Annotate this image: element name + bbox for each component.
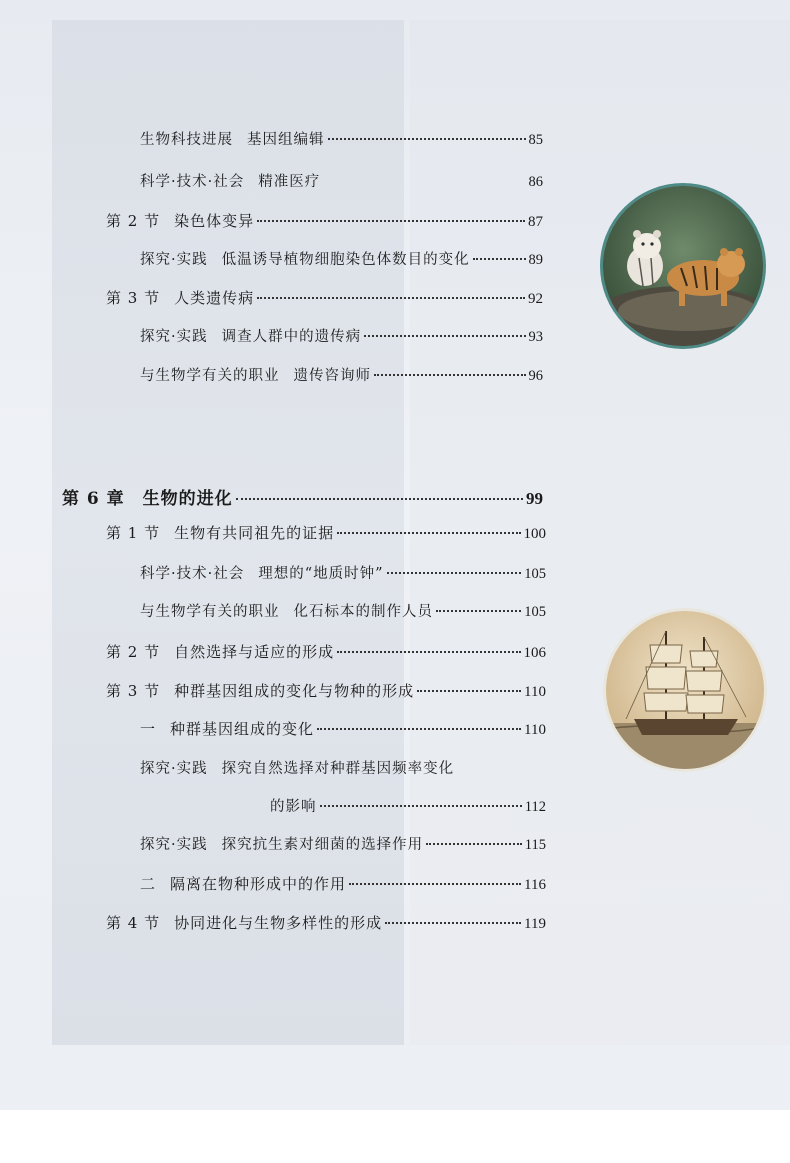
toc-entry-section[interactable]: 第 2 节 自然选择与适应的形成 106 (106, 643, 546, 661)
page-number: 110 (524, 722, 546, 738)
toc-entry[interactable]: 探究·实践 调查人群中的遗传病 93 (140, 329, 543, 345)
page-number: 112 (524, 799, 546, 815)
toc-entry[interactable]: 探究·实践 探究抗生素对细菌的选择作用 115 (140, 837, 546, 853)
toc-entry[interactable]: 探究·实践 探究自然选择对种群基因频率变化 (140, 761, 455, 777)
toc-entry-section[interactable]: 第 3 节 种群基因组成的变化与物种的形成 110 (106, 682, 546, 700)
toc-entry[interactable]: 科学·技术·社会 精准医疗 86 (140, 174, 543, 190)
sailing-ship-photo (603, 608, 767, 772)
tiger-cubs-photo (600, 183, 766, 349)
page-number: 105 (524, 604, 546, 620)
toc-entry[interactable]: 科学·技术·社会 理想的“地质时钟” 105 (140, 566, 546, 582)
page-number: 115 (524, 837, 546, 853)
page-number: 87 (528, 214, 543, 230)
page-number: 105 (524, 566, 546, 582)
page-number: 119 (524, 916, 546, 932)
toc-entry[interactable]: 生物科技进展 基因组编辑 85 (140, 132, 543, 148)
toc-entry[interactable]: 探究·实践 低温诱导植物细胞染色体数目的变化 89 (140, 252, 543, 268)
toc-entry-section[interactable]: 第 4 节 协同进化与生物多样性的形成 119 (106, 914, 546, 932)
toc-entry[interactable]: 与生物学有关的职业 化石标本的制作人员 105 (140, 604, 546, 620)
tiger-cubs-icon (603, 186, 763, 346)
toc-entry-section[interactable]: 第 1 节 生物有共同祖先的证据 100 (106, 524, 546, 542)
toc-entry-section[interactable]: 第 3 节 人类遗传病 92 (106, 289, 543, 307)
page-number: 116 (524, 877, 546, 893)
page-number: 99 (526, 489, 543, 508)
toc-entry-chapter[interactable]: 第 6 章 生物的进化 99 (62, 489, 543, 509)
page-number: 86 (528, 174, 543, 190)
page-number: 89 (528, 252, 543, 268)
toc-entry-continuation[interactable]: 的影响 112 (270, 799, 546, 815)
page-number: 96 (528, 368, 543, 384)
page-number: 92 (528, 291, 543, 307)
sailing-ship-icon (606, 611, 764, 769)
page-bottom-margin (0, 1110, 790, 1163)
toc-entry-section[interactable]: 二 隔离在物种形成中的作用 116 (140, 875, 546, 893)
page-number: 110 (524, 684, 546, 700)
page-number: 85 (528, 132, 543, 148)
toc-entry-section[interactable]: 第 2 节 染色体变异 87 (106, 212, 543, 230)
page-number: 106 (523, 645, 546, 661)
toc-entry[interactable]: 与生物学有关的职业 遗传咨询师 96 (140, 368, 543, 384)
toc-entry-section[interactable]: 一 种群基因组成的变化 110 (140, 720, 546, 738)
page-number: 93 (528, 329, 543, 345)
page-number: 100 (523, 526, 546, 542)
